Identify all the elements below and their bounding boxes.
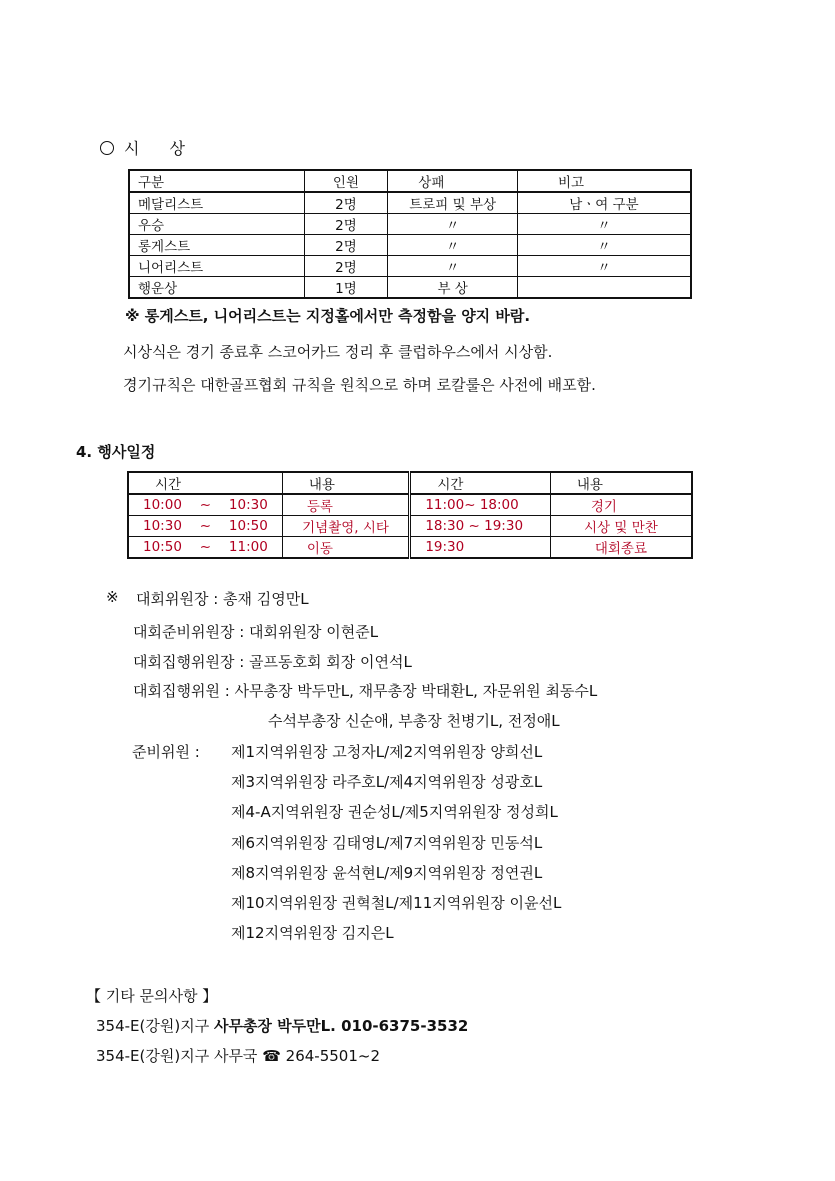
award-count: 2명 bbox=[304, 192, 388, 214]
schedule-header-cell: 내용 bbox=[282, 472, 410, 494]
schedule-header-row bbox=[128, 472, 692, 494]
committee-member-line: 제6지역위원장 김태영L/제7지역위원장 민동석L bbox=[231, 834, 543, 852]
award-note: 〃 bbox=[517, 256, 691, 277]
contact-district: 354-E(강원)지구 bbox=[96, 1017, 214, 1035]
award-note: 〃 bbox=[517, 214, 691, 235]
awards-note-1: 시상식은 경기 종료후 스코어카드 정리 후 클럽하우스에서 시상함. bbox=[123, 343, 553, 361]
table-row bbox=[129, 214, 691, 235]
reference-mark: ※ bbox=[106, 588, 119, 606]
table-row bbox=[129, 256, 691, 277]
awards-header-cell: 상패 bbox=[388, 170, 518, 192]
table-row bbox=[128, 494, 692, 516]
awards-heading bbox=[100, 136, 185, 159]
award-note: 〃 bbox=[517, 235, 691, 256]
schedule-heading: 4. 행사일정 bbox=[76, 443, 156, 461]
committee-member-line: 제4-A지역위원장 권순성L/제5지역위원장 정성희L bbox=[231, 803, 558, 821]
awards-header-cell: 구분 bbox=[129, 170, 304, 192]
contact-line-2 bbox=[96, 1045, 380, 1066]
award-note bbox=[517, 277, 691, 299]
table-row bbox=[128, 516, 692, 537]
schedule-time: 11:00~ 18:00 bbox=[410, 494, 551, 516]
awards-heading-2: 상 bbox=[169, 139, 185, 158]
award-prize: 부 상 bbox=[388, 277, 518, 299]
award-prize: 트로피 및 부상 bbox=[388, 192, 518, 214]
awards-note-2: 경기규칙은 대한골프협회 규칙을 원칙으로 하며 로칼룰은 사전에 배포함. bbox=[123, 376, 596, 394]
award-count: 2명 bbox=[304, 256, 388, 277]
table-row bbox=[128, 537, 692, 559]
committee-member-line: 제1지역위원장 고청자L/제2지역위원장 양희선L bbox=[231, 743, 543, 761]
schedule-time: 18:30 ~ 19:30 bbox=[410, 516, 551, 537]
schedule-content: 기념촬영, 시타 bbox=[282, 516, 410, 537]
contact-heading: 【 기타 문의사항 】 bbox=[86, 987, 218, 1005]
table-row bbox=[129, 192, 691, 214]
circle-bullet-icon bbox=[100, 141, 114, 155]
award-prize: 〃 bbox=[388, 256, 518, 277]
schedule-content: 시상 및 만찬 bbox=[550, 516, 692, 537]
committee-member-line: 제3지역위원장 라주호L/제4지역위원장 성광호L bbox=[231, 773, 543, 791]
award-name: 행운상 bbox=[129, 277, 304, 299]
awards-heading-1: 시 bbox=[124, 139, 140, 158]
contact-line-1 bbox=[96, 1015, 468, 1036]
awards-header-cell: 인원 bbox=[304, 170, 388, 192]
contact-office-number: 264-5501~2 bbox=[280, 1047, 380, 1065]
committee-exec-members: 대회집행위원 : 사무총장 박두만L, 재무총장 박태환L, 자문위원 최동수L bbox=[133, 682, 598, 700]
award-note: 남ㆍ여 구분 bbox=[517, 192, 691, 214]
schedule-content: 이동 bbox=[282, 537, 410, 559]
schedule-table bbox=[127, 471, 693, 559]
schedule-header-cell: 시간 bbox=[410, 472, 551, 494]
award-name: 니어리스트 bbox=[129, 256, 304, 277]
table-row bbox=[129, 277, 691, 299]
committee-member-line: 제8지역위원장 윤석현L/제9지역위원장 정연권L bbox=[231, 864, 543, 882]
awards-table bbox=[128, 169, 692, 299]
award-prize: 〃 bbox=[388, 235, 518, 256]
award-name: 우승 bbox=[129, 214, 304, 235]
schedule-content: 대회종료 bbox=[550, 537, 692, 559]
committee-member-line: 제12지역위원장 김지은L bbox=[231, 924, 394, 942]
award-name: 롱게스트 bbox=[129, 235, 304, 256]
committee-exec-members-2: 수석부총장 신순애, 부총장 천병기L, 전정애L bbox=[268, 712, 560, 730]
award-prize: 〃 bbox=[388, 214, 518, 235]
committee-prep-members-label: 준비위원 : bbox=[132, 743, 200, 761]
schedule-content: 등록 bbox=[282, 494, 410, 516]
committee-exec-chair: 대회집행위원장 : 골프동호회 회장 이연석L bbox=[133, 653, 412, 671]
schedule-time: 10:30 ~ 10:50 bbox=[128, 516, 282, 537]
award-count: 2명 bbox=[304, 214, 388, 235]
committee-member-line: 제10지역위원장 권혁철L/제11지역위원장 이윤선L bbox=[231, 894, 562, 912]
schedule-time: 10:50 ~ 11:00 bbox=[128, 537, 282, 559]
award-count: 2명 bbox=[304, 235, 388, 256]
committee-prep-chair: 대회준비위원장 : 대회위원장 이현준L bbox=[133, 623, 379, 641]
committee-chair: 대회위원장 : 총재 김영만L bbox=[136, 590, 309, 608]
schedule-header-cell: 내용 bbox=[550, 472, 692, 494]
schedule-time: 10:00 ~ 10:30 bbox=[128, 494, 282, 516]
awards-header-row bbox=[129, 170, 691, 192]
awards-header-cell: 비고 bbox=[517, 170, 691, 192]
schedule-content: 경기 bbox=[550, 494, 692, 516]
awards-note-bold: ※ 롱게스트, 니어리스트는 지정홀에서만 측정함을 양지 바람. bbox=[125, 307, 531, 325]
table-row bbox=[129, 235, 691, 256]
award-count: 1명 bbox=[304, 277, 388, 299]
award-name: 메달리스트 bbox=[129, 192, 304, 214]
contact-office: 354-E(강원)지구 사무국 bbox=[96, 1047, 263, 1065]
phone-icon: ☎ bbox=[262, 1047, 281, 1065]
contact-secretary: 사무총장 박두만L. 010-6375-3532 bbox=[213, 1017, 469, 1035]
schedule-time: 19:30 bbox=[410, 537, 551, 559]
schedule-header-cell: 시간 bbox=[128, 472, 282, 494]
